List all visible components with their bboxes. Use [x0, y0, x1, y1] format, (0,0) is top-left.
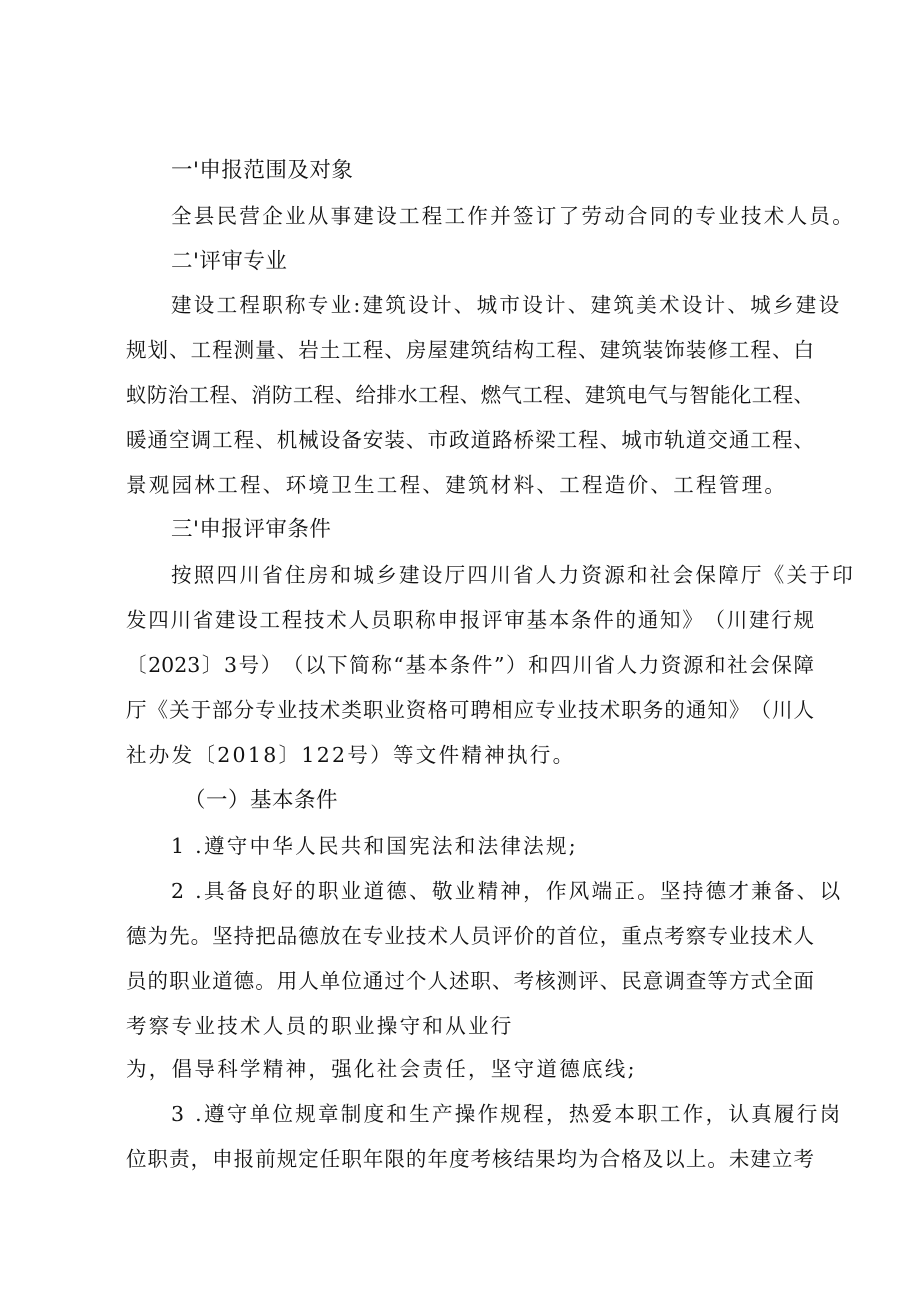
paragraph-line: 景观园林工程、环境卫生工程、建筑材料、工程造价、工程管理。: [126, 473, 788, 497]
paragraph-line: 规 划 、 工 程 测 量 、 岩 土 工 程 、 房 屋 建 筑 结 构 工 程 、 建 筑 装 饰 装 修 工 程 、 白: [126, 338, 814, 362]
paragraph-line: 社办发〔2018〕122号）等文件精神执行。: [126, 743, 576, 767]
paragraph-line: 建设工程职称专业:建筑设计、城市设计、建筑美术设计、城乡建设: [171, 293, 842, 317]
section-heading: 二'评审专业: [171, 249, 288, 274]
paragraph-line: 暖 通 空 调 工 程 、 机 械 设 备 安 装 、 市 政 道 路 桥 梁 工 程 、 城 市 轨 道 交 通 工 程 、: [126, 428, 814, 452]
paragraph-line: 按照四川省住房和城乡建设厅四川省人力资源和社会保障厅《关于印: [171, 563, 855, 587]
paragraph-line: 全县民营企业从事建设工程工作并签订了劳动合同的专业技术人员。: [171, 204, 855, 228]
paragraph-line: 厅 《 关 于 部 分 专 业 技 术 类 职 业 资 格 可 聘 相 应 专 业 技 术 职 务 的 通 知 》 （ 川 人: [126, 698, 814, 722]
list-item: 2 .具备良好的职业道德、敬业精神，作风端正。坚持德才兼备、以: [171, 879, 843, 903]
paragraph-line: 蚁 防 治 工 程 、 消 防 工 程 、 给 排 水 工 程 、 燃 气 工 程 、 建 筑 电 气 与 智 能 化 工 程 、: [126, 383, 814, 407]
subsection-heading: （一）基本条件: [184, 788, 339, 813]
list-item: 3 .遵守单位规章制度和生产操作规程，热爱本职工作，认真履行岗: [171, 1102, 843, 1126]
section-heading: 三'申报评审条件: [171, 517, 332, 542]
section-heading: 一'申报范围及对象: [171, 158, 354, 183]
list-item: 1 .遵守中华人民共和国宪法和法律法规;: [171, 834, 578, 858]
paragraph-line: 发 四 川 省 建 设 工 程 技 术 人 员 职 称 申 报 评 审 基 本 条 件 的 通 知 》 （ 川 建 行 规: [126, 608, 814, 632]
paragraph-line: 〔 2023 〕 3 号 ） （ 以 下 简 称 “ 基 本 条 件 ” ） 和 四 川 省 人 力 资 源 和 社 会 保 障: [126, 653, 814, 677]
paragraph-line: 员 的 职 业 道 德 。 用 人 单 位 通 过 个 人 述 职 、 考 核 测 评 、 民 意 调 查 等 方 式 全 面: [126, 969, 814, 993]
paragraph-line: 为，倡导科学精神，强化社会责任，坚守道德底线;: [126, 1057, 637, 1081]
paragraph-line: 位 职 责 ， 申 报 前 规 定 任 职 年 限 的 年 度 考 核 结 果 均 为 合 格 及 以 上 。 未 建 立 考: [126, 1147, 814, 1171]
paragraph-line: 德 为 先 。 坚 持 把 品 德 放 在 专 业 技 术 人 员 评 价 的 首 位 ， 重 点 考 察 专 业 技 术 人: [126, 924, 814, 948]
paragraph-line: 考察专业技术人员的职业操守和从业行: [126, 1014, 514, 1038]
